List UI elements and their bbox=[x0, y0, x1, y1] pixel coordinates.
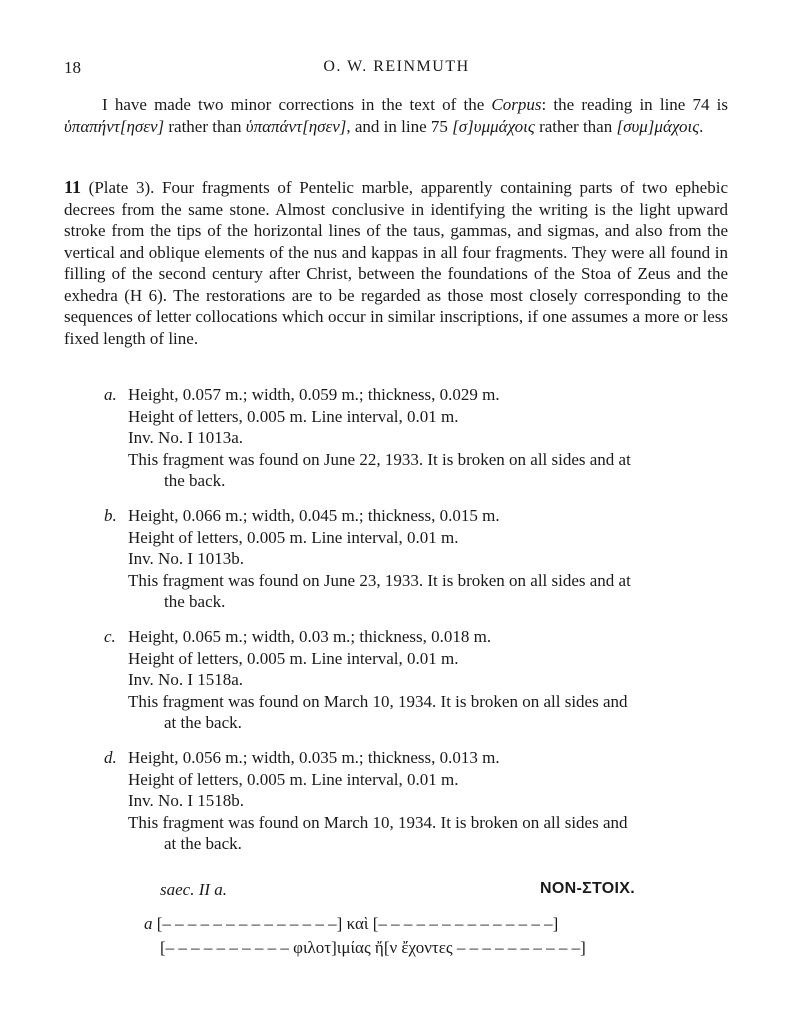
fragment-note bbox=[104, 570, 728, 613]
fragment-letter: d. bbox=[104, 748, 117, 767]
fragment-dimensions: Height, 0.056 m.; width, 0.035 m.; thickness, 0.013 m. bbox=[128, 748, 500, 767]
fragment-letter-height: Height of letters, 0.005 m. Line interval, 0.01 m. bbox=[128, 648, 459, 668]
inscription-date: saec. II a. bbox=[160, 880, 228, 899]
item-description: (Plate 3). Four fragments of Pentelic marble, apparently containing parts of two ephebic decrees from the same stone. Almost conclusive in identifying the writing is the light upward stroke from the tips of the horizontal lines of the taus, gammas, and sigmas, and also from the vertical and oblique elements of the nus and kappas in all four fragments. They were all found in filling of the second century after Christ, between the foundations of the Stoa of Zeus and the exhedra (H 6). The restorations are to be regarded as those most closely corresponding to the sequences of letter collocations which occur in similar inscriptions, if one assumes a more or less fixed length of line. bbox=[64, 178, 728, 348]
fragment-note bbox=[104, 449, 728, 492]
greek-reading: [συμ]μάχοις bbox=[616, 116, 700, 136]
fragment-letter: b. bbox=[104, 506, 117, 525]
note-continuation: the back. bbox=[164, 592, 226, 611]
note-line: This fragment was found on June 22, 1933. It is broken on all sides and at bbox=[128, 449, 631, 469]
fragment-note bbox=[104, 691, 728, 734]
fragment-b bbox=[104, 505, 728, 613]
inscription-text: [– – – – – – – – – – – – – –] καὶ [– – – – – – – – – – – – – –] bbox=[152, 914, 559, 933]
greek-reading: ὑπαπάντ[ησεν] bbox=[245, 116, 347, 136]
note-continuation: the back. bbox=[164, 471, 226, 490]
fragment-dimensions: Height, 0.066 m.; width, 0.045 m.; thickness, 0.015 m. bbox=[128, 506, 500, 525]
fragment-letter: a. bbox=[104, 385, 117, 404]
fragment-letter: c. bbox=[104, 627, 116, 646]
fragment-d bbox=[104, 747, 728, 855]
fragment-inventory: Inv. No. I 1013b. bbox=[128, 549, 244, 568]
page-number: 18 bbox=[64, 58, 81, 77]
paragraph-corrections bbox=[64, 94, 728, 137]
fragment-a bbox=[104, 384, 728, 492]
greek-reading: [σ]υμμάχοις bbox=[452, 116, 535, 136]
paragraph-item-11 bbox=[64, 177, 728, 349]
text-segment: rather than bbox=[534, 116, 617, 136]
fragment-letter-height: Height of letters, 0.005 m. Line interval, 0.01 m. bbox=[128, 527, 459, 547]
fragment-dimensions: Height, 0.057 m.; width, 0.059 m.; thickness, 0.029 m. bbox=[128, 385, 500, 404]
running-title: O. W. REINMUTH bbox=[323, 58, 470, 75]
note-line: This fragment was found on March 10, 1934. It is broken on all sides and bbox=[128, 691, 628, 711]
text-segment: : the reading in line 74 is bbox=[541, 95, 729, 114]
text-segment: rather than bbox=[164, 116, 246, 136]
fragment-letter-height: Height of letters, 0.005 m. Line interval, 0.01 m. bbox=[128, 769, 459, 789]
inscription-line-a bbox=[144, 914, 558, 934]
note-line: This fragment was found on June 23, 1933. It is broken on all sides and at bbox=[128, 570, 631, 590]
fragment-inventory: Inv. No. I 1518b. bbox=[128, 791, 244, 810]
fragment-c bbox=[104, 626, 728, 734]
item-number: 11 bbox=[64, 177, 82, 197]
inscription-style: NON-ΣΤΟΙΧ. bbox=[540, 880, 635, 897]
fragment-inventory: Inv. No. I 1518a. bbox=[128, 670, 244, 689]
greek-reading: ὑπαπήντ[ησεν] bbox=[64, 116, 165, 136]
fragment-note bbox=[104, 812, 728, 855]
fragment-dimensions: Height, 0.065 m.; width, 0.03 m.; thickness, 0.018 m. bbox=[128, 627, 492, 646]
text-segment: , and in line 75 bbox=[346, 116, 453, 136]
note-continuation: at the back. bbox=[164, 834, 242, 853]
inscription-line-b: [– – – – – – – – – – φιλοτ]ιμίας ἤ[ν ἔχοντες – – – – – – – – – –] bbox=[160, 938, 586, 957]
inscription-line-label: a bbox=[144, 914, 153, 933]
note-line: This fragment was found on March 10, 1934. It is broken on all sides and bbox=[128, 812, 628, 832]
fragment-letter-height: Height of letters, 0.005 m. Line interval, 0.01 m. bbox=[128, 406, 459, 426]
text-segment: I have made two minor corrections in the text of the bbox=[102, 95, 492, 114]
fragment-inventory: Inv. No. I 1013a. bbox=[128, 428, 244, 447]
corpus-title: Corpus bbox=[491, 95, 542, 114]
note-continuation: at the back. bbox=[164, 713, 242, 732]
text-segment: . bbox=[699, 116, 704, 136]
